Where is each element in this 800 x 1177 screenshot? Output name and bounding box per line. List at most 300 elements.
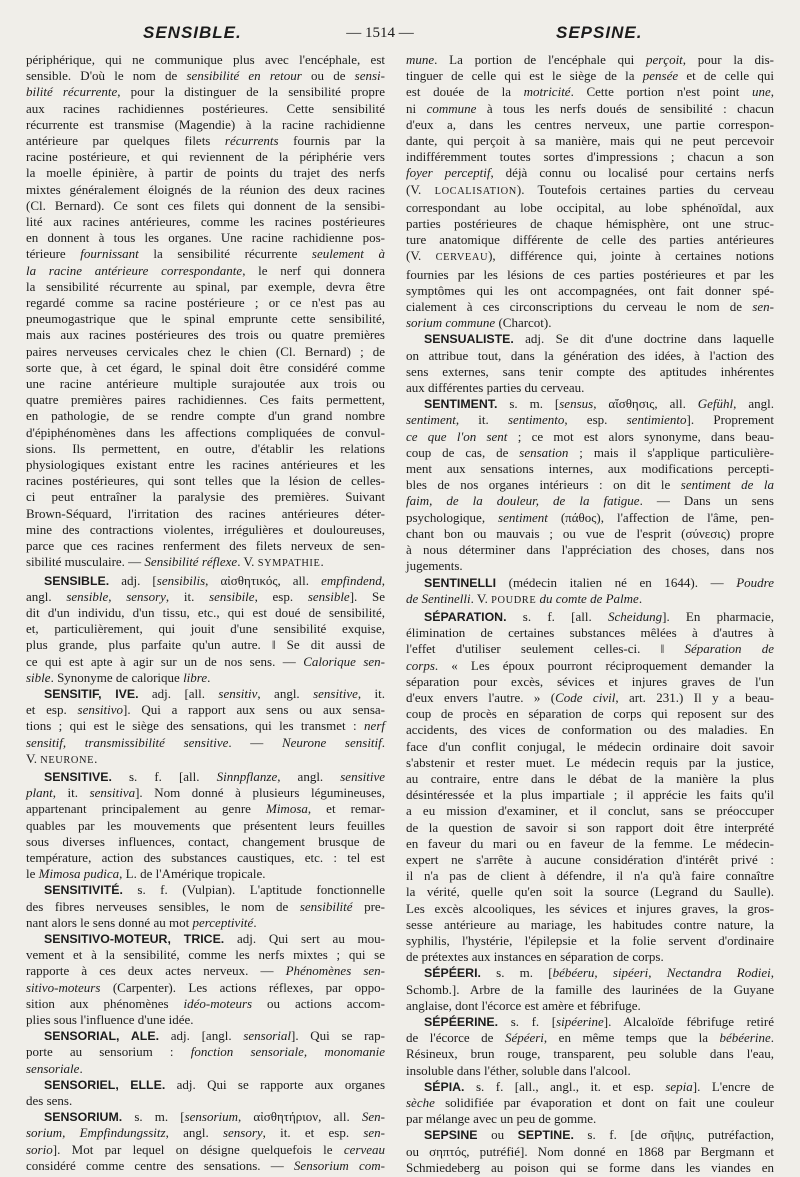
- text-line: [26, 133, 385, 149]
- text-line: [26, 165, 385, 181]
- body-text: (Charcot).: [495, 315, 552, 331]
- text-line: [406, 348, 774, 364]
- body-text: de prétextes aux instances en séparation de corps.: [406, 949, 664, 965]
- body-text: . —: [228, 734, 282, 750]
- body-text: regardé comme sa racine postérieure ; or ce n'est pas au: [26, 295, 385, 311]
- text-line: [406, 820, 774, 836]
- body-text: séparation pour excès, sévices et injures graves de l'un: [406, 673, 774, 689]
- italic-text: libre: [183, 669, 208, 685]
- body-text: quables par les mouvements que présentent leurs feuilles: [26, 817, 385, 833]
- body-text: chant bon ou mauvais ; ou vue de l'esprit (σύνεσις) propre: [406, 525, 774, 541]
- dictionary-entry: [26, 769, 385, 882]
- text-line: [26, 735, 385, 751]
- body-text: sibilité musculaire. —: [26, 554, 145, 570]
- body-text: ]. Proprement: [686, 412, 774, 428]
- body-text: indifféremment toutes sortes d'impressions ; chacun a son: [406, 149, 774, 165]
- body-text: racine postérieure, et qui reviennent de la périphérie vers: [26, 149, 385, 165]
- body-text: à nous déterminer dans l'appréciation des choses, dans nos: [406, 542, 774, 558]
- body-text: paires nerveuses cervicales chez le chien (Cl. Bernard) ; de: [26, 343, 385, 359]
- body-text: a eu mission d'examiner, et il conclut, sans se préoccuper: [406, 803, 774, 819]
- text-line: [26, 1109, 385, 1125]
- body-text: antérieure par quelques filets: [26, 133, 225, 149]
- body-text: adj. [angl.: [159, 1028, 244, 1044]
- body-text: parties postérieures de chaque hémisphère, ont une struc-: [406, 216, 774, 232]
- italic-text: empfindend: [321, 572, 382, 588]
- body-text: mais aux racines postérieures des trois ou quatre premières: [26, 327, 385, 343]
- body-text: aux différentes parties du cerveau.: [406, 380, 585, 396]
- text-line: [26, 1093, 385, 1109]
- text-line: [26, 589, 385, 605]
- body-text: nant alors le sens donné au mot: [26, 914, 193, 930]
- italic-text: Sensorium com-: [293, 1157, 385, 1173]
- body-text: angl.: [26, 588, 67, 604]
- italic-text: Sépéeri: [504, 1030, 544, 1046]
- headword: SENSORIAL, ALE.: [44, 1029, 160, 1044]
- body-text: ni: [406, 100, 427, 116]
- text-line: [26, 263, 385, 279]
- body-text: et esp.: [26, 702, 78, 718]
- text-line: [406, 232, 774, 248]
- text-line: [406, 591, 774, 609]
- body-text: en faveur du mari ou en faveur de la femme. Le médecin-: [406, 835, 774, 851]
- italic-text: sensitive: [313, 685, 358, 701]
- text-line: [26, 718, 385, 734]
- headword: SENSITIVO-MOTEUR, TRICE.: [44, 931, 225, 946]
- text-line: [26, 1012, 385, 1028]
- text-line: [26, 360, 385, 376]
- body-text: . Synonyme de calorique: [50, 669, 184, 685]
- body-text: et, particulièrement, qui jouit d'une sensibilité exquise,: [26, 621, 385, 637]
- italic-text: sentiment: [498, 509, 548, 525]
- text-line: [406, 267, 774, 283]
- italic-text: sepia: [665, 1078, 693, 1094]
- italic-text: sèche: [406, 1095, 435, 1110]
- body-text: en pathologie, de se rendre compte d'un grand nombre: [26, 408, 385, 424]
- body-text: Brown-Séquard, l'irritation des racines antérieures déter-: [26, 505, 385, 521]
- italic-text: sentimento: [508, 412, 565, 428]
- body-text: ]. L'encre de: [692, 1078, 774, 1094]
- body-text: (πάθος), l'affection de l'âme, pen-: [547, 509, 774, 525]
- italic-text: une: [751, 84, 771, 100]
- dictionary-entry: [406, 396, 774, 574]
- body-text: face d'un conflit conjugal, le médecin ordinaire doit savoir: [406, 738, 774, 754]
- text-line: [406, 117, 774, 133]
- italic-text: mune: [406, 52, 435, 67]
- body-text: la vérité, quelle qu'en soit la source (Legrand du Saulle).: [406, 884, 774, 900]
- text-line: [26, 425, 385, 441]
- headword: SENTIMENT.: [424, 397, 498, 412]
- italic-text: perçoit: [645, 52, 683, 67]
- dictionary-entry: [406, 1127, 774, 1176]
- italic-text: sensoriale: [26, 1060, 80, 1076]
- body-text: s. m. [: [497, 396, 560, 412]
- body-text: .: [79, 1060, 83, 1076]
- italic-text: bilité récurrente: [26, 84, 118, 100]
- body-text: cialement à ces circonscriptions du cerveau le nom de: [406, 299, 753, 315]
- text-line: [406, 739, 774, 755]
- text-line: [26, 311, 385, 327]
- body-text: correspondant au lobe occipital, au lobe sphénoïdal, aux: [406, 199, 774, 215]
- italic-text: fonction sensoriale, monomanie: [190, 1044, 385, 1060]
- text-line: [26, 1077, 385, 1093]
- body-text: quatre premières paires rachidiennes. Ces faits permettent,: [26, 392, 385, 408]
- text-line: [406, 868, 774, 884]
- italic-text: sipéerine: [556, 1013, 604, 1029]
- text-line: [406, 526, 774, 542]
- text-line: [406, 982, 774, 998]
- body-text: sition aux phénomènes: [26, 995, 184, 1011]
- body-text: expert ne s'arrête à aucune considération d'intérêt privé :: [406, 851, 774, 867]
- text-line: [26, 392, 385, 408]
- dictionary-entry: [406, 331, 774, 396]
- text-line: [406, 364, 774, 380]
- body-text: rapporte à ces deux actes nerveux. —: [26, 963, 286, 979]
- body-text: , déjà connu ou localisé pour certains nerfs: [490, 165, 774, 181]
- body-text: , pour la distinguer de la sensibilité propre: [117, 84, 385, 100]
- italic-text: foyer perceptif: [406, 165, 491, 181]
- italic-text: sensory: [126, 588, 166, 604]
- text-line: [406, 690, 774, 706]
- italic-text: sen-: [363, 1125, 386, 1141]
- text-line: [26, 279, 385, 295]
- text-line: [26, 702, 385, 718]
- italic-text: plant: [26, 785, 53, 801]
- body-text: (Carpenter). Les actions réflexes, par oppo-: [100, 979, 385, 995]
- body-text: ture anatomique différente de celle des parties antérieures: [406, 232, 774, 248]
- body-text: ou σηπτός, putréfié]. Nom donné en 1868 par Bergmann et: [406, 1143, 774, 1159]
- italic-text: sensitivo: [77, 702, 124, 718]
- italic-text: récurrents: [224, 133, 279, 149]
- text-line: [26, 769, 385, 785]
- text-line: [26, 457, 385, 473]
- body-text: récurrente est transmise (Magendie) à la racine rachidienne: [26, 116, 385, 132]
- text-line: [406, 1046, 774, 1062]
- italic-text: sen-: [752, 299, 774, 315]
- body-text: ,: [381, 572, 385, 588]
- body-text: vement et à la sensibilité, comme les nerfs mixtes ; qui se: [26, 947, 385, 963]
- body-text: . V.: [470, 590, 492, 606]
- headword: SENSUALISTE.: [424, 332, 514, 347]
- text-line: [406, 674, 774, 690]
- italic-text: sible: [26, 669, 51, 685]
- text-line: [26, 198, 385, 214]
- dictionary-entry: [406, 1079, 774, 1128]
- body-text: une racine antérieure multiple surajoutée aux trois ou: [26, 376, 385, 392]
- body-text: Les excès alcooliques, les sévices et injures graves, la gros-: [406, 900, 774, 916]
- headword: SÉPARATION.: [424, 609, 507, 624]
- text-line: [26, 996, 385, 1012]
- body-text: .: [94, 750, 98, 766]
- body-text: des fibres nerveuses sensibles, le nom de: [26, 898, 300, 914]
- text-line: [406, 1095, 774, 1111]
- body-text: (Cl. Bernard). Ce sont ces filets qui donnent de la sensibi-: [26, 197, 385, 213]
- text-line: [406, 1160, 774, 1176]
- italic-text: nerf: [364, 718, 385, 734]
- body-text: ou actions accom-: [252, 995, 385, 1011]
- body-text: coup de cas, de: [406, 444, 520, 460]
- italic-text: fournissant: [80, 246, 139, 262]
- text-line: [406, 998, 774, 1014]
- body-text: , it.: [455, 412, 508, 428]
- text-line: [406, 331, 774, 347]
- text-line: [406, 101, 774, 117]
- text-line: [406, 380, 774, 396]
- italic-text: Poudre: [736, 574, 774, 590]
- italic-text: sentiment de la: [680, 477, 774, 493]
- italic-text: ce que l'on sent: [406, 428, 508, 444]
- text-line: [26, 899, 385, 915]
- body-text: , it. et esp.: [262, 1125, 364, 1141]
- headword: SÉPÉERI.: [424, 966, 481, 981]
- text-line: [26, 376, 385, 392]
- text-line: [406, 641, 774, 657]
- italic-text: sensitive: [340, 768, 385, 784]
- body-text: désintéressée et la plus impartiale ; il apprécie les faits qu'il: [406, 787, 774, 803]
- body-text: . V.: [237, 554, 258, 570]
- italic-text: sensibile: [209, 588, 255, 604]
- text-line: [26, 214, 385, 230]
- italic-text: sensorial: [243, 1028, 291, 1044]
- italic-text: sitivo-moteurs: [26, 979, 101, 995]
- body-text: sions. Ils permettent, en outre, d'établir les relations: [26, 440, 385, 456]
- body-text: est douée de la: [406, 84, 524, 100]
- text-line: [26, 785, 385, 801]
- body-text: accidents, des vices de conformation ou des maladies. En: [406, 722, 774, 738]
- body-text: (V.: [406, 248, 436, 264]
- text-line: [406, 1063, 774, 1079]
- text-line: [26, 246, 385, 262]
- text-line: [26, 670, 385, 686]
- dictionary-entry: [406, 575, 774, 609]
- text-line: [406, 52, 774, 68]
- text-line: [26, 1125, 385, 1141]
- body-text: . « Les époux pourront réciproquement demander la: [434, 657, 774, 673]
- body-text: le: [26, 866, 39, 882]
- text-line: [26, 52, 385, 68]
- body-text: adj. Qui sert au mou-: [224, 930, 385, 946]
- italic-text: sensitif, transmissibilité sensitive: [26, 734, 229, 750]
- body-text: s. f. (Vulpian). L'aptitude fonctionnelle: [122, 882, 385, 898]
- text-line: [26, 295, 385, 311]
- body-text: syphilis, l'hystérie, l'épilepsie et la folie servent d'ordinaire: [406, 932, 774, 948]
- text-line: [26, 637, 385, 653]
- entry-continuation: [26, 52, 385, 573]
- italic-text: sorium, Empfindungssitz: [26, 1125, 166, 1141]
- body-text: en donnent à tous les organes. Une racine rachidienne pos-: [26, 230, 385, 246]
- text-line: [406, 771, 774, 787]
- italic-text: Calorique sen-: [303, 653, 385, 669]
- italic-text: Neurone sensitif: [281, 734, 382, 750]
- body-text: , αἰσθητήριον, all.: [238, 1109, 362, 1125]
- text-line: [406, 1127, 774, 1143]
- body-text: ce qui est apte à agir sur un de nos sens. —: [26, 653, 304, 669]
- body-text: à tous les nerfs doués de sensibilité : chacun: [476, 100, 774, 116]
- italic-text: Gefühl: [697, 396, 734, 412]
- body-text: physiologiques existant entre les racines antérieures et les: [26, 457, 385, 473]
- headword: SENSORIEL, ELLE.: [44, 1077, 166, 1092]
- body-text: ci peut entraîner la paralysie des premières. Suivant: [26, 489, 385, 505]
- body-text: , art. 231.) Il y a beau-: [615, 689, 774, 705]
- headword: SENSITIVE.: [44, 769, 112, 784]
- body-text: Résineux, brun rouge, transparent, peu soluble dans l'eau,: [406, 1046, 774, 1062]
- body-text: ), différence qui, jointe à certaines notions: [488, 248, 774, 264]
- body-text: bles de nos organes intérieurs : on dit le: [406, 477, 681, 493]
- text-line: [406, 493, 774, 509]
- body-text: fournis par la: [278, 133, 386, 149]
- italic-text: Sinnpflanze: [216, 768, 278, 784]
- text-line: [26, 963, 385, 979]
- text-line: [406, 625, 774, 641]
- body-text: , angl.: [257, 685, 314, 701]
- body-text: dit d'un individu, d'un tissu, etc., qui est doué de sensibilité,: [26, 604, 385, 620]
- body-text: s. f. [all.: [111, 768, 217, 784]
- italic-text: sensation: [519, 444, 569, 460]
- italic-text: sensibilis: [156, 572, 206, 588]
- text-line: [406, 68, 774, 84]
- text-line: [406, 299, 774, 315]
- body-text: mixtes généralement éloignés de la réunion des deux racines: [26, 181, 385, 197]
- body-text: psychologique,: [406, 509, 499, 525]
- text-line: [26, 101, 385, 117]
- left-text-column: [26, 52, 385, 1174]
- body-text: ]. Alcaloïde fébrifuge retiré: [603, 1013, 774, 1029]
- cross-reference: NEURONE: [40, 754, 95, 766]
- italic-text: Mimosa: [265, 801, 308, 817]
- text-line: [26, 931, 385, 947]
- body-text: ]. Nom donné à plusieurs légumineuses,: [135, 785, 385, 801]
- body-text: ,: [770, 965, 774, 981]
- text-line: [26, 834, 385, 850]
- body-text: .: [253, 914, 257, 930]
- body-text: d'eux a, dans les centres nerveux, une partie correspon-: [406, 116, 774, 132]
- body-text: s. f. [: [498, 1013, 557, 1029]
- text-line: [26, 489, 385, 505]
- running-head-left: SENSIBLE.: [143, 23, 242, 42]
- text-line: [406, 461, 774, 477]
- text-line: [26, 522, 385, 538]
- text-line: [406, 445, 774, 461]
- italic-text: sensibilité en retour: [186, 68, 302, 84]
- body-text: parce que ces racines renferment des filets nerveux de sen-: [26, 538, 385, 554]
- dictionary-entry: [26, 1028, 385, 1077]
- text-line: [26, 1028, 385, 1044]
- body-text: d'épiphénomènes dans les affections compliquées de convul-: [26, 424, 385, 440]
- body-text: , it.: [52, 785, 90, 801]
- text-line: [406, 722, 774, 738]
- body-text: aux racines rachidiennes postérieures. Cette sensibilité: [26, 100, 385, 116]
- text-line: [26, 915, 385, 931]
- body-text: , it.: [357, 685, 385, 701]
- italic-text: Séparation de: [684, 641, 774, 657]
- body-text: .: [207, 669, 211, 685]
- text-line: [406, 884, 774, 900]
- text-line: [26, 473, 385, 489]
- italic-text: commune: [426, 100, 477, 116]
- text-line: [26, 230, 385, 246]
- text-line: [406, 248, 774, 266]
- text-line: [406, 706, 774, 722]
- dictionary-entry: [26, 686, 385, 769]
- italic-text: corps: [406, 657, 435, 673]
- text-line: [406, 1030, 774, 1046]
- text-line: [406, 315, 774, 331]
- text-line: [406, 510, 774, 526]
- body-text: s. m. [: [480, 965, 553, 981]
- text-line: [406, 1144, 774, 1160]
- text-line: [26, 605, 385, 621]
- text-line: [406, 149, 774, 165]
- text-line: [26, 117, 385, 133]
- italic-text: sensibilité: [299, 898, 353, 914]
- body-text: plies sous l'influence d'une idée.: [26, 1011, 194, 1027]
- text-line: [26, 850, 385, 866]
- body-text: s. f. [all.: [506, 608, 608, 624]
- body-text: , angl.: [165, 1125, 223, 1141]
- italic-text: Sensibilité réflexe: [144, 554, 238, 570]
- text-line: [26, 573, 385, 589]
- body-text: plus grande, plus parfaite qu'un autre. ‖ Se dit aussi de: [26, 637, 385, 653]
- text-line: [406, 965, 774, 981]
- text-line: [26, 882, 385, 898]
- text-line: [26, 621, 385, 637]
- body-text: (V.: [406, 181, 435, 197]
- italic-text: de Sentinelli: [406, 590, 471, 606]
- text-line: [26, 947, 385, 963]
- body-text: , esp.: [254, 588, 308, 604]
- body-text: .: [381, 734, 386, 750]
- body-text: . — Dans un sens: [639, 493, 774, 509]
- text-line: [26, 182, 385, 198]
- body-text: sorte que, à cet égard, le spinal doit être considéré comme: [26, 359, 385, 375]
- italic-text: faim, de la douleur, de la fatigue: [406, 493, 640, 509]
- body-text: porte au sensorium :: [26, 1044, 191, 1060]
- body-text: ]. En pharmacie,: [662, 608, 774, 624]
- body-text: on attribue tout, dans la génération des idées, à l'action des: [406, 347, 774, 363]
- body-text: insoluble dans l'éther, soluble dans l'alcool.: [406, 1062, 631, 1078]
- text-line: [406, 949, 774, 965]
- body-text: la moelle épinière, à partir de points du trajet des nerfs: [26, 165, 385, 181]
- body-text: , le nerf qui donnera: [242, 262, 385, 278]
- cross-reference: CERVEAU: [435, 252, 489, 264]
- body-text: ). Toutefois certaines parties du cerveau: [516, 181, 775, 197]
- dictionary-entry: [26, 1077, 385, 1109]
- text-line: [26, 441, 385, 457]
- body-text: de l'écorce de: [406, 1030, 505, 1046]
- text-line: [26, 68, 385, 84]
- headword: SÉPÉERINE.: [424, 1014, 499, 1029]
- text-line: [26, 149, 385, 165]
- italic-text: Mimosa pudica: [38, 866, 120, 882]
- body-text: s. f. [all., angl., it. et esp.: [464, 1078, 666, 1094]
- body-text: , pour la dis-: [682, 52, 774, 67]
- body-text: , it.: [165, 588, 210, 604]
- body-text: des sens.: [26, 1093, 73, 1108]
- italic-text: sensible: [307, 588, 350, 604]
- running-head-right: SEPSINE.: [556, 23, 643, 42]
- text-line: [406, 133, 774, 149]
- text-line: [406, 901, 774, 917]
- text-line: [406, 216, 774, 232]
- body-text: adj. Qui se rapporte aux organes: [165, 1076, 386, 1092]
- body-text: ; mais il s'applique particulière-: [568, 444, 774, 460]
- text-line: [406, 165, 774, 181]
- body-text: jugements.: [406, 558, 463, 574]
- text-line: [26, 506, 385, 522]
- text-line: [26, 654, 385, 670]
- text-line: [406, 852, 774, 868]
- body-text: d'eux envers l'autre. » (: [406, 689, 556, 705]
- text-line: [26, 344, 385, 360]
